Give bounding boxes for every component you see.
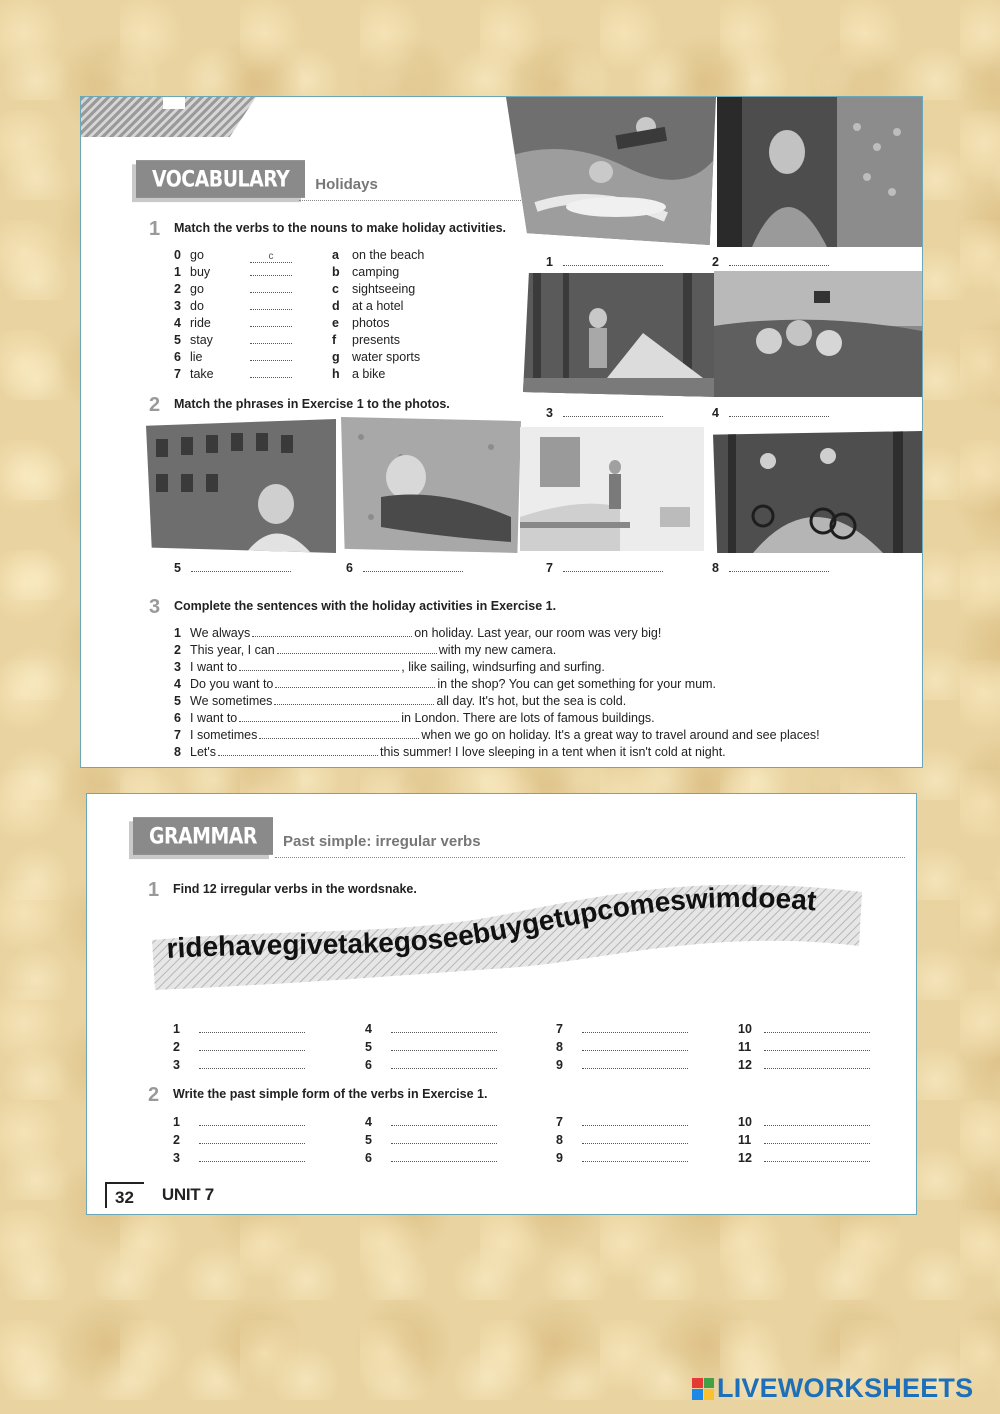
vocabulary-header	[136, 161, 378, 197]
grid-number: 3	[173, 1058, 180, 1072]
noun-row	[332, 248, 424, 262]
sentence-end: in the shop? You can get something for your mum.	[437, 677, 717, 691]
grid-answer-field[interactable]	[582, 1020, 688, 1033]
verb-row	[174, 333, 292, 347]
grid-answer-item	[365, 1131, 497, 1147]
sentence-row	[174, 743, 726, 759]
noun: at a hotel	[352, 299, 404, 313]
grid-answer-item	[556, 1056, 688, 1072]
grid-number: 7	[556, 1115, 563, 1129]
noun-row	[332, 316, 390, 330]
grid-answer-item	[556, 1020, 688, 1036]
sentence-row	[174, 675, 716, 691]
answer-field[interactable]	[250, 275, 292, 276]
divider	[299, 200, 521, 201]
noun: water sports	[352, 350, 421, 364]
item-number: 2	[174, 643, 181, 657]
item-letter: g	[332, 350, 340, 364]
verb-row	[174, 248, 292, 263]
answer-field[interactable]	[250, 326, 292, 327]
photo-answer-field[interactable]	[729, 253, 829, 266]
answer-field[interactable]	[250, 343, 292, 344]
item-number: 4	[174, 677, 181, 691]
sentence-answer-field[interactable]	[252, 624, 412, 637]
grid-answer-item	[173, 1149, 305, 1165]
noun: on the beach	[352, 248, 425, 262]
photo-caption	[546, 559, 663, 575]
photo-bodyboarding	[506, 97, 716, 245]
verb-row	[174, 282, 292, 296]
page-number: 32	[105, 1182, 144, 1208]
photo-cycling	[713, 431, 922, 553]
grid-answer-item	[173, 1038, 305, 1054]
grid-number: 5	[365, 1040, 372, 1054]
sentence-start: We sometimes	[190, 694, 273, 708]
grid-answer-field[interactable]	[582, 1131, 688, 1144]
grid-answer-field[interactable]	[199, 1131, 305, 1144]
sentence-start: I want to	[190, 660, 238, 674]
grid-answer-item	[556, 1131, 688, 1147]
grid-number: 10	[738, 1022, 752, 1036]
noun: sightseeing	[352, 282, 416, 296]
grid-number: 12	[738, 1058, 752, 1072]
grid-answer-field[interactable]	[582, 1149, 688, 1162]
exercise-number: 1	[148, 879, 160, 901]
item-number: 6	[174, 350, 181, 364]
grid-answer-field[interactable]	[764, 1131, 870, 1144]
grid-number: 11	[738, 1133, 752, 1147]
photo-answer-field[interactable]	[363, 559, 463, 572]
grid-answer-field[interactable]	[582, 1056, 688, 1069]
sentence-answer-field[interactable]	[239, 709, 399, 722]
noun-row	[332, 265, 399, 279]
grid-number: 2	[173, 1040, 180, 1054]
photo-answer-field[interactable]	[563, 559, 663, 572]
item-number: 5	[174, 694, 181, 708]
sentence-start: I sometimes	[190, 728, 258, 742]
grid-answer-item	[738, 1149, 870, 1165]
verb-row	[174, 367, 292, 381]
grid-answer-field[interactable]	[199, 1149, 305, 1162]
grid-answer-field[interactable]	[764, 1020, 870, 1033]
item-letter: c	[332, 282, 339, 296]
verb-row	[174, 299, 292, 313]
sentence-end: , like sailing, windsurfing and surfing.	[401, 660, 605, 674]
grid-answer-item	[365, 1149, 497, 1165]
photo-caption	[712, 253, 829, 269]
item-number: 7	[174, 728, 181, 742]
exercise-number: 2	[148, 1084, 160, 1106]
grid-answer-item	[738, 1131, 870, 1147]
grid-answer-field[interactable]	[764, 1113, 870, 1126]
sentence-start: This year, I can	[190, 643, 275, 657]
item-letter: b	[332, 265, 340, 279]
item-number: 7	[174, 367, 181, 381]
grid-answer-field[interactable]	[764, 1056, 870, 1069]
noun-row	[332, 350, 420, 364]
noun: camping	[352, 265, 400, 279]
caption-number: 3	[546, 406, 553, 420]
photo-shopping	[717, 97, 922, 247]
grid-answer-item	[173, 1020, 305, 1036]
caption-number: 7	[546, 561, 553, 575]
item-number: 2	[174, 282, 181, 296]
section-subtitle: Holidays	[315, 176, 378, 193]
sentence-answer-field[interactable]	[218, 743, 378, 756]
item-letter: f	[332, 333, 337, 347]
grid-answer-field[interactable]	[199, 1038, 305, 1051]
answer-field[interactable]	[250, 377, 292, 378]
wordsnake	[147, 880, 867, 990]
item-number: 4	[174, 316, 181, 330]
verb-row	[174, 350, 292, 364]
photo-answer-field[interactable]	[563, 253, 663, 266]
grid-answer-item	[738, 1038, 870, 1054]
photo-caption	[712, 404, 829, 420]
sentence-end: in London. There are lots of famous buildings.	[401, 711, 655, 725]
grid-answer-field[interactable]	[391, 1038, 497, 1051]
grid-number: 2	[173, 1133, 180, 1147]
noun-row	[332, 333, 400, 347]
exercise-number: 3	[149, 596, 161, 618]
noun: photos	[352, 316, 390, 330]
photo-caption	[346, 559, 463, 575]
photo-beach	[341, 417, 521, 553]
answer-field[interactable]	[250, 309, 292, 310]
grid-number: 7	[556, 1022, 563, 1036]
grid-number: 3	[173, 1151, 180, 1165]
grid-answer-field[interactable]	[391, 1056, 497, 1069]
grid-answer-field[interactable]	[582, 1113, 688, 1126]
section-subtitle: Past simple: irregular verbs	[282, 833, 481, 850]
exercise-title: Match the verbs to the nouns to make holiday activities.	[174, 221, 507, 235]
grid-number: 5	[365, 1133, 372, 1147]
caption-number: 1	[546, 255, 553, 269]
grid-answer-item	[365, 1056, 497, 1072]
item-number: 8	[174, 745, 181, 759]
photo-answer-field[interactable]	[563, 404, 663, 417]
sentence-answer-field[interactable]	[277, 641, 437, 654]
exercise-number: 2	[149, 394, 161, 416]
sentence-start: We always	[190, 626, 251, 640]
item-letter: h	[332, 367, 340, 381]
item-number: 0	[174, 248, 181, 262]
grid-answer-field[interactable]	[199, 1113, 305, 1126]
grid-answer-field[interactable]	[582, 1038, 688, 1051]
sentence-answer-field[interactable]	[274, 692, 434, 705]
liveworksheets-logo[interactable]	[692, 1373, 973, 1404]
grid-answer-item	[365, 1038, 497, 1054]
noun-row	[332, 367, 385, 381]
grid-number: 10	[738, 1115, 752, 1129]
item-number: 3	[174, 299, 181, 313]
caption-number: 8	[712, 561, 719, 575]
photo-colosseum	[146, 419, 336, 553]
grid-number: 12	[738, 1151, 752, 1165]
verb: take	[190, 367, 214, 381]
grid-answer-field[interactable]	[199, 1056, 305, 1069]
grid-answer-item	[738, 1056, 870, 1072]
grid-answer-field[interactable]	[391, 1131, 497, 1144]
grid-number: 8	[556, 1040, 563, 1054]
sentence-end: on holiday. Last year, our room was very big!	[414, 626, 662, 640]
grid-number: 6	[365, 1058, 372, 1072]
verb: do	[190, 299, 204, 313]
photo-answer-field[interactable]	[729, 404, 829, 417]
exercise-title: Find 12 irregular verbs in the wordsnake.	[173, 882, 417, 896]
grid-answer-item	[365, 1020, 497, 1036]
grid-number: 9	[556, 1151, 563, 1165]
vocabulary-page	[80, 96, 923, 768]
grid-answer-field[interactable]	[764, 1149, 870, 1162]
grid-answer-field[interactable]	[391, 1020, 497, 1033]
sentence-start: Do you want to	[190, 677, 274, 691]
grid-number: 4	[365, 1115, 372, 1129]
exercise-number: 1	[149, 218, 161, 240]
photo-caption	[546, 404, 663, 420]
verb: buy	[190, 265, 211, 279]
grid-number: 1	[173, 1115, 180, 1129]
sentence-start: Let's	[190, 745, 217, 759]
exercise-title: Match the phrases in Exercise 1 to the photos.	[174, 397, 450, 411]
noun: a bike	[352, 367, 386, 381]
grid-answer-item	[173, 1113, 305, 1129]
caption-number: 6	[346, 561, 353, 575]
answer-field[interactable]: c	[250, 251, 292, 263]
answer-field[interactable]	[250, 292, 292, 293]
grid-number: 6	[365, 1151, 372, 1165]
photo-caption	[546, 253, 663, 269]
grid-number: 8	[556, 1133, 563, 1147]
sentence-answer-field[interactable]	[275, 675, 435, 688]
item-letter: a	[332, 248, 339, 262]
verb: lie	[190, 350, 203, 364]
photo-caption	[174, 559, 291, 575]
sentence-row	[174, 658, 605, 674]
item-number: 1	[174, 626, 181, 640]
photo-selfie	[714, 271, 922, 397]
noun-row	[332, 282, 415, 296]
verb: stay	[190, 333, 213, 347]
grid-answer-item	[556, 1038, 688, 1054]
exercise-title: Complete the sentences with the holiday activities in Exercise 1.	[174, 599, 557, 613]
section-badge: VOCABULARY	[136, 160, 305, 198]
section-badge: GRAMMAR	[133, 817, 273, 855]
grid-answer-item	[173, 1131, 305, 1147]
verb: go	[190, 248, 204, 262]
grid-answer-field[interactable]	[764, 1038, 870, 1051]
photo-caption	[712, 559, 829, 575]
divider	[275, 857, 905, 858]
noun-row	[332, 299, 403, 313]
photo-camping	[523, 273, 719, 397]
exercise-title: Write the past simple form of the verbs in Exercise 1.	[173, 1087, 488, 1101]
sentence-answer-field[interactable]	[239, 658, 399, 671]
grid-answer-item	[738, 1020, 870, 1036]
item-number: 3	[174, 660, 181, 674]
answer-field[interactable]	[250, 360, 292, 361]
sentence-end: with my new camera.	[438, 643, 557, 657]
sentence-end: all day. It's hot, but the sea is cold.	[436, 694, 627, 708]
item-number: 5	[174, 333, 181, 347]
grid-answer-field[interactable]	[391, 1149, 497, 1162]
grid-answer-field[interactable]	[199, 1020, 305, 1033]
item-number: 1	[174, 265, 181, 279]
caption-number: 4	[712, 406, 719, 420]
grid-number: 9	[556, 1058, 563, 1072]
page-footer	[105, 1182, 214, 1208]
photo-answer-field[interactable]	[191, 559, 291, 572]
sentence-row	[174, 726, 820, 742]
sentence-row	[174, 624, 661, 640]
sentence-row	[174, 709, 655, 725]
grammar-page	[86, 793, 917, 1215]
brand-name: LIVEWORKSHEETS	[717, 1373, 974, 1403]
sentence-end: this summer! I love sleeping in a tent when it isn't cold at night.	[380, 745, 726, 759]
noun: presents	[352, 333, 400, 347]
verb: go	[190, 282, 204, 296]
grid-answer-item	[556, 1149, 688, 1165]
caption-number: 2	[712, 255, 719, 269]
sentence-start: I want to	[190, 711, 238, 725]
grammar-header	[133, 818, 481, 854]
grid-answer-field[interactable]	[391, 1113, 497, 1126]
verb-row	[174, 316, 292, 330]
decorative-tab	[163, 97, 185, 109]
logo-icon	[692, 1378, 714, 1400]
item-number: 6	[174, 711, 181, 725]
grid-number: 4	[365, 1022, 372, 1036]
verb-row	[174, 265, 292, 279]
sentence-row	[174, 692, 626, 708]
photo-hotel	[520, 427, 704, 551]
grid-answer-item	[173, 1056, 305, 1072]
grid-number: 11	[738, 1040, 752, 1054]
photo-answer-field[interactable]	[729, 559, 829, 572]
unit-label: UNIT 7	[161, 1185, 214, 1204]
caption-number: 5	[174, 561, 181, 575]
grid-answer-item	[738, 1113, 870, 1129]
sentence-row	[174, 641, 556, 657]
item-letter: e	[332, 316, 339, 330]
item-letter: d	[332, 299, 340, 313]
sentence-answer-field[interactable]	[259, 726, 419, 739]
grid-number: 1	[173, 1022, 180, 1036]
grid-answer-item	[556, 1113, 688, 1129]
grid-answer-item	[365, 1113, 497, 1129]
sentence-end: when we go on holiday. It's a great way to travel around and see places!	[421, 728, 820, 742]
verb: ride	[190, 316, 211, 330]
wordsnake-text: ridehavegivetakegoseebuygetupcomeswimdoeat	[165, 881, 818, 964]
